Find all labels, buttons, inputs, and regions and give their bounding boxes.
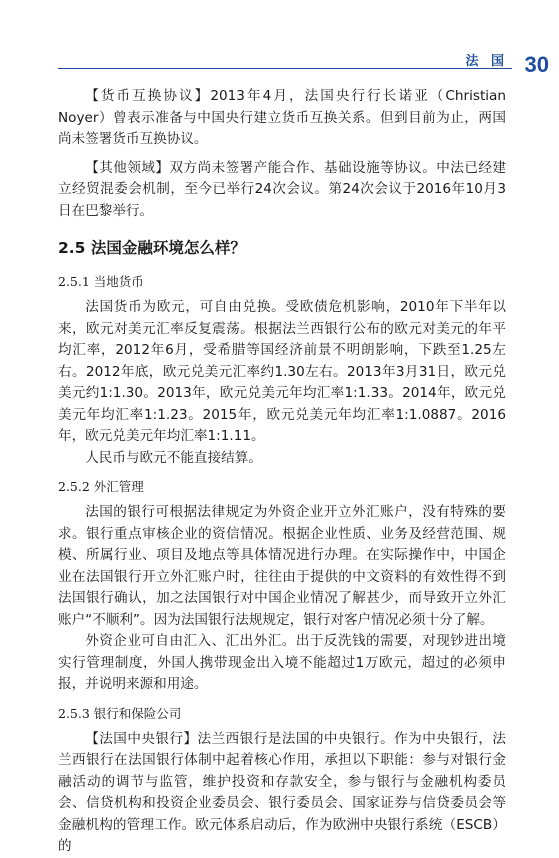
paragraph-fx-accounts: 法国的银行可根据法律规定为外资企业开立外汇账户，没有特殊的要求。银行重点审核企业的资信情况。根据企业性质、业务及经营范围、规模、所属行业、项目及地点等具体情况进行办理。在实际操作中，中国企业在法国银行开立外汇账户时，往往由于提供的中文资料的有效性得不到法国银行确认，加之法国银行对中国企业情况了解甚少，而导致开立外汇账户“不顺利”。因为法国银行法规规定，银行对客户情况必须十分了解。	[58, 504, 506, 628]
paragraph-fx-remittance: 外资企业可自由汇入、汇出外汇。出于反洗钱的需要，对现钞进出境实行管理制度，外国人携带现金出入境不能超过1万欧元，超过的必须申报，并说明来源和用途。	[58, 633, 506, 692]
page-body	[58, 86, 506, 858]
paragraph-currency-swap: 【货币互换协议】2013年4月，法国央行行长诺亚（Christian Noyer）曾表示准备与中国央行建立货币互换关系。但到目前为止，两国尚未签署货币互换协议。	[58, 88, 506, 147]
paragraph-local-currency: 法国货币为欧元，可自由兑换。受欧债危机影响，2010年下半年以来，欧元对美元汇率反复震荡。根据法兰西银行公布的欧元对美元的年平均汇率，2012年6月，受希腊等国经济前景不明朗影响，下跌至1.25左右。2012年底，欧元兑美元汇率约1.30左右。2013年3月31日，欧元兑美元约1:1.30。2013年，欧元兑美元年均汇率1:1.33。2014年，欧元兑美元年均汇率1:1.23。2015年，欧元兑美元年均汇率1:1.0887。2016年，欧元兑美元年均汇率1:1.11。	[58, 299, 506, 444]
running-header-title: 法 国	[465, 54, 508, 69]
paragraph-other-areas: 【其他领域】双方尚未签署产能合作、基础设施等协议。中法已经建立经贸混委会机制，至今已举行24次会议。第24次会议于2016年10月3日在巴黎举行。	[58, 159, 506, 219]
page-header	[58, 36, 512, 76]
subsection-heading-2-5-1: 2.5.1 当地货币	[58, 274, 144, 289]
page-number: 30	[524, 52, 549, 77]
paragraph-central-bank: 【法国中央银行】法兰西银行是法国的中央银行。作为中央银行，法兰西银行在法国银行体制中起着核心作用，承担以下职能：参与对银行金融活动的调节与监管，维护投资和存款安全，参与银行与金融机构委员会、信贷机构和投资企业委员会、银行委员会、国家证券与信贷委员会等金融机构的管理工作。欧元体系启动后，作为欧洲中央银行系统（ESCB）的	[58, 730, 506, 854]
header-rule	[58, 68, 512, 69]
paragraph-rmb-settlement: 人民币与欧元不能直接结算。	[85, 449, 262, 466]
section-heading-2-5: 2.5 法国金融环境怎么样？	[58, 239, 246, 257]
subsection-heading-2-5-2: 2.5.2 外汇管理	[58, 479, 144, 494]
subsection-heading-2-5-3: 2.5.3 银行和保险公司	[58, 705, 182, 721]
